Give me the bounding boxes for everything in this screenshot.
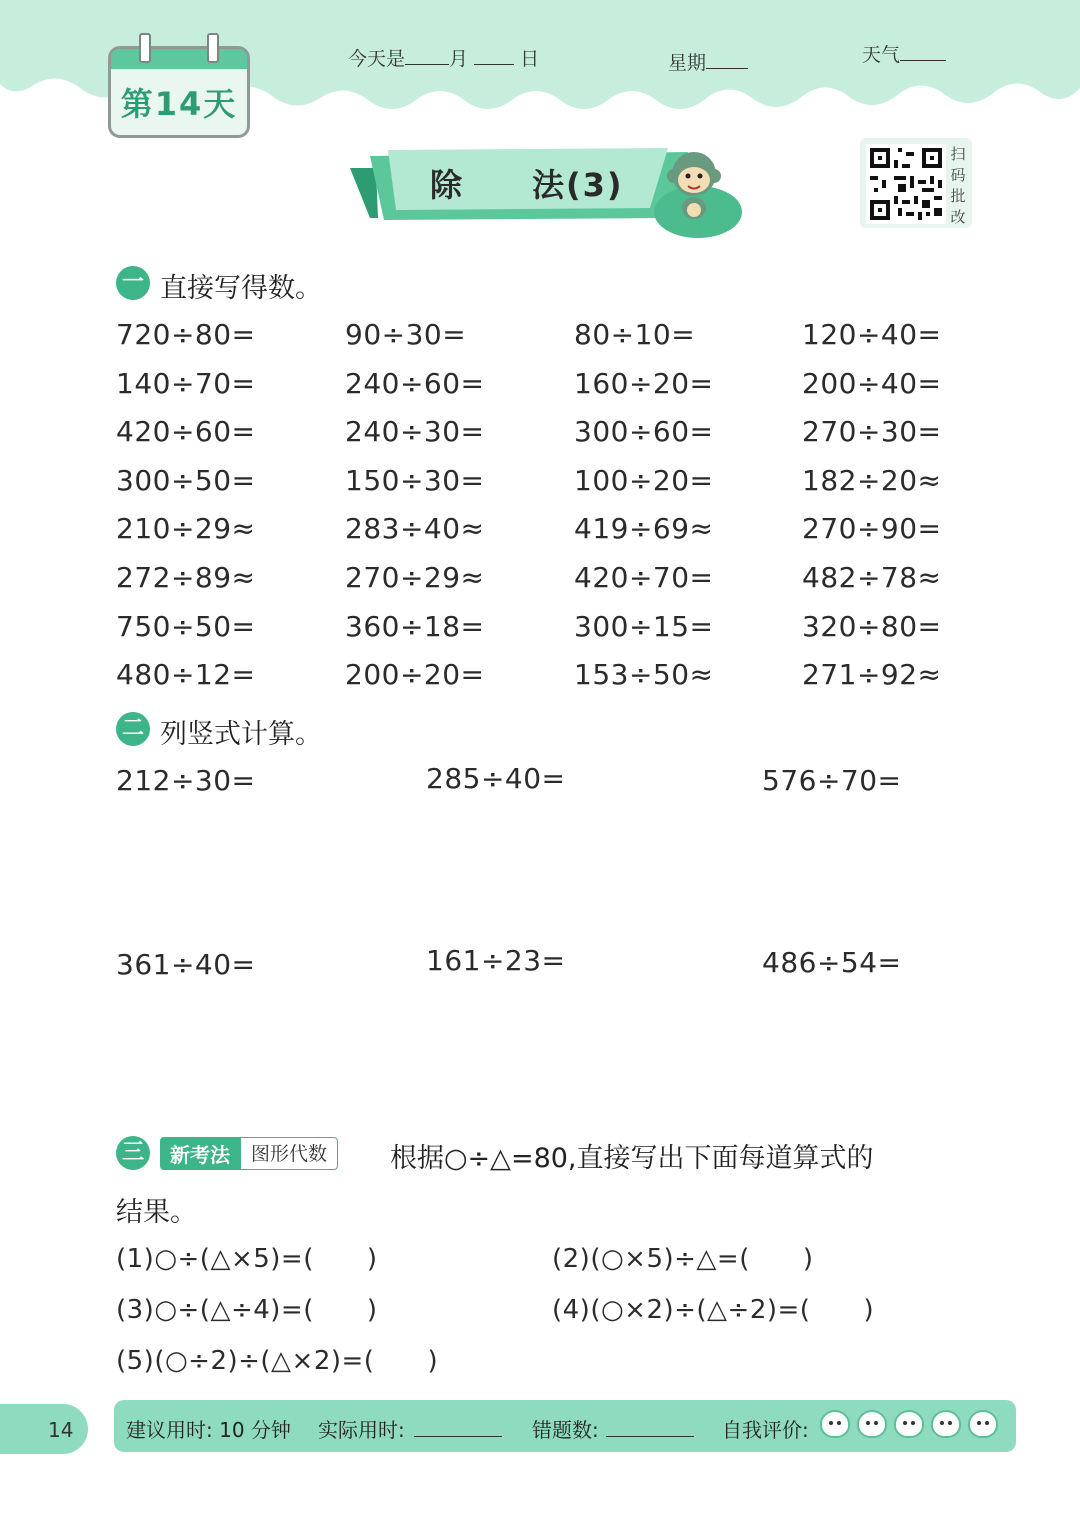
shape-algebra-item: (2)(○×5)÷△=( ) xyxy=(552,1244,814,1274)
mental-math-problem: 482÷78≈ xyxy=(802,561,942,594)
mental-math-problem: 420÷60= xyxy=(116,415,256,448)
mental-math-problem: 271÷92≈ xyxy=(802,658,942,691)
mental-math-problem: 270÷30= xyxy=(802,415,942,448)
section-1-badge: 一 xyxy=(116,266,150,300)
section-3-badge: 三 xyxy=(116,1136,150,1170)
weekday-field xyxy=(668,48,748,75)
actual-time-blank[interactable] xyxy=(414,1436,502,1437)
mental-math-problem: 720÷80= xyxy=(116,318,256,351)
qr-caption-char: 改 xyxy=(950,208,966,226)
mental-math-problem: 320÷80= xyxy=(802,610,942,643)
qr-caption-char: 批 xyxy=(950,187,966,205)
section-2-badge: 二 xyxy=(116,712,150,746)
page-number: 14 xyxy=(48,1418,74,1442)
mental-math-problem: 750÷50= xyxy=(116,610,256,643)
mental-math-problem: 300÷50= xyxy=(116,464,256,497)
weekday-label: 星期 xyxy=(668,52,707,74)
mental-math-problem: 270÷29≈ xyxy=(345,561,485,594)
day-suffix: 日 xyxy=(520,48,540,70)
section-2-title: 列竖式计算。 xyxy=(160,719,322,750)
mental-math-problem: 200÷40= xyxy=(802,367,942,400)
mental-math-problem: 140÷70= xyxy=(116,367,256,400)
qr-caption-char: 码 xyxy=(950,166,966,184)
month-label: 月 xyxy=(449,48,469,70)
actual-time-label: 实际用时: xyxy=(318,1418,405,1442)
mental-math-problem: 360÷18= xyxy=(345,610,485,643)
vertical-problem: 161÷23= xyxy=(426,944,566,977)
mental-math-problem: 182÷20≈ xyxy=(802,464,942,497)
calendar-ring-icon xyxy=(207,33,219,63)
mental-math-problem: 300÷60= xyxy=(574,415,714,448)
mental-math-problem: 80÷10= xyxy=(574,318,696,351)
tag-new-method: 新考法 xyxy=(160,1137,240,1170)
error-count-label: 错题数: xyxy=(532,1418,599,1442)
qr-caption xyxy=(948,144,968,228)
shape-algebra-item: (5)(○÷2)÷(△×2)=( ) xyxy=(116,1346,439,1376)
date-field xyxy=(348,44,539,71)
weather-blank[interactable] xyxy=(900,42,946,61)
qr-code-block[interactable] xyxy=(860,138,972,228)
tag-shape-algebra: 图形代数 xyxy=(240,1137,338,1170)
mental-math-problem: 283÷40≈ xyxy=(345,512,485,545)
mental-math-problem: 420÷70= xyxy=(574,561,714,594)
qr-code-icon[interactable] xyxy=(866,144,946,224)
qr-caption-char: 扫 xyxy=(950,145,966,163)
vertical-problem: 486÷54= xyxy=(762,946,902,979)
mental-math-problem: 160÷20= xyxy=(574,367,714,400)
mental-math-problem: 153÷50≈ xyxy=(574,658,714,691)
mental-math-problem: 480÷12= xyxy=(116,658,256,691)
today-prefix: 今天是 xyxy=(348,48,406,70)
self-eval-label: 自我评价: xyxy=(722,1418,809,1442)
mental-math-problem: 100÷20= xyxy=(574,464,714,497)
calendar-stripe xyxy=(111,49,247,69)
rating-face-icon[interactable] xyxy=(931,1410,961,1438)
mental-math-problem: 120÷40= xyxy=(802,318,942,351)
section-1-title: 直接写得数。 xyxy=(160,273,322,304)
mental-math-problem: 272÷89≈ xyxy=(116,561,256,594)
mental-math-problem: 150÷30= xyxy=(345,464,485,497)
shape-algebra-item: (4)(○×2)÷(△÷2)=( ) xyxy=(552,1295,875,1325)
weather-label: 天气 xyxy=(862,44,901,66)
new-question-tag xyxy=(160,1137,338,1170)
rating-face-icon[interactable] xyxy=(894,1410,924,1438)
shape-algebra-item: (1)○÷(△×5)=( ) xyxy=(116,1244,378,1274)
vertical-problem: 285÷40= xyxy=(426,762,566,795)
mental-math-problem: 300÷15= xyxy=(574,610,714,643)
rating-face-icon[interactable] xyxy=(968,1410,998,1438)
vertical-problem: 212÷30= xyxy=(116,764,256,797)
vertical-problem: 576÷70= xyxy=(762,764,902,797)
mental-math-problem: 240÷30= xyxy=(345,415,485,448)
shape-algebra-item: (3)○÷(△÷4)=( ) xyxy=(116,1295,378,1325)
mental-math-problem: 419÷69≈ xyxy=(574,512,714,545)
mental-math-problem: 200÷20= xyxy=(345,658,485,691)
weekday-blank[interactable] xyxy=(706,50,748,69)
page-number-tab xyxy=(0,1404,88,1454)
calendar-ring-icon xyxy=(139,33,151,63)
day-label: 第14天 xyxy=(120,85,238,123)
section-3-instruction: 根据○÷△=80,直接写出下面每道算式的 xyxy=(390,1143,874,1174)
mental-math-problem: 90÷30= xyxy=(345,318,467,351)
section-3-instruction-cont: 结果。 xyxy=(116,1197,197,1228)
mental-math-problem: 210÷29≈ xyxy=(116,512,256,545)
rating-face-icon[interactable] xyxy=(857,1410,887,1438)
suggested-time: 建议用时: 10 分钟 xyxy=(126,1418,291,1442)
mental-math-problem: 270÷90= xyxy=(802,512,942,545)
month-blank[interactable] xyxy=(405,46,449,65)
weather-field xyxy=(862,40,946,67)
page-title: 除 法(3) xyxy=(430,166,624,204)
error-count-blank[interactable] xyxy=(606,1436,694,1437)
day-calendar-badge xyxy=(108,46,250,138)
rating-face-icon[interactable] xyxy=(820,1410,850,1438)
day-blank[interactable] xyxy=(474,46,514,65)
mental-math-problem: 240÷60= xyxy=(345,367,485,400)
vertical-problem: 361÷40= xyxy=(116,948,256,981)
